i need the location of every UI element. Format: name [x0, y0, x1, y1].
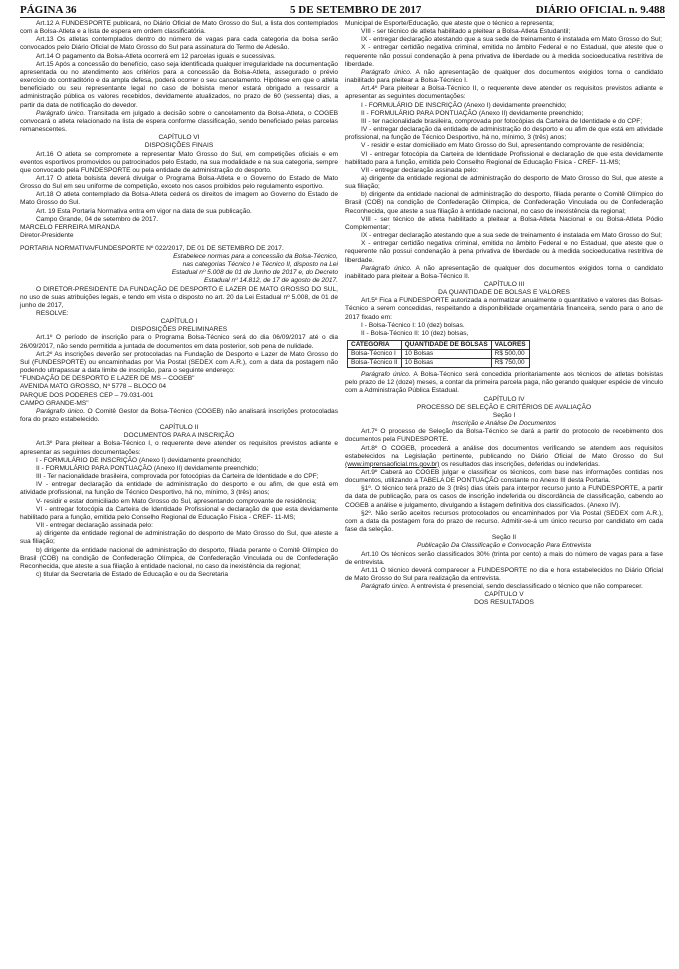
scholarship-table [347, 340, 530, 368]
ementa-summary: Estabelece normas para a concessão da Bolsa-Técnico, nas categorias Técnico I e Técnico II, disposto na Lei Estadual nº 5.008 de 01 de Junho de 2017 e, do Decreto Estadual nº 14.812, de 17 de agosto de 2017. [171, 252, 338, 285]
table-header-cell: CATEGORIA [348, 341, 402, 350]
paragraph: V- residir e estar domiciliado em Mato Grosso do Sul, apresentando comprovante de residência; [36, 497, 317, 505]
section-heading: CAPÍTULO III [483, 281, 525, 288]
paragraph: O DIRETOR-PRESIDENTE DA FUNDAÇÃO DE DESPORTO E LAZER DE MATO GROSSO DO SUL, no uso de suas atribuições legais, e tendo em vista o disposto no art. 20 da Lei Estadual nº 5.008, de 01 de junho de 2017, [20, 285, 338, 309]
paragraph: III - Ter nacionalidade brasileira, comprovada por fotocópias da Carteira de Identidade e do CPF; [36, 473, 319, 481]
signature-line: MARCELO FERREIRA MIRANDA [20, 223, 120, 231]
paragraph: I - FORMULÁRIO DE INSCRIÇÃO (Anexo I) devidamente preenchido; [36, 456, 242, 464]
section-heading: Seção I [492, 411, 516, 419]
paragraph: VI - entregar fotocópia da Carteira de Identidade Profissional e declaração de que esta devidamente habilitado para a função, emitida pelo Conselho Regional de Educação Física - CREF- 11-MS; [345, 150, 663, 166]
paragraph: Parágrafo único. A entrevista é presencial, sendo desclassificado o técnico que não comparecer. [361, 583, 643, 591]
paragraph: Campo Grande, 04 de setembro de 2017. [36, 215, 159, 223]
page-number: PÁGINA 36 [20, 4, 77, 16]
section-heading: CAPÍTULO V [484, 591, 524, 599]
paragraph: X - entregar certidão negativa criminal, emitida no âmbito Federal e no Estadual, que ateste que o requerente não possui condenação à pena privativa de liberdade ou à medida socioeducativa restritiva de liberdade. [345, 240, 663, 264]
section-heading: CAPÍTULO I [160, 318, 198, 326]
paragraph: VI - entregar fotocópia da Carteira de Identidade Profissional e declaração de que esta devidamente habilitado para a função, emitida pelo Conselho Regional de Educação Física - CREF- 11-MS; [20, 505, 338, 521]
paragraph: Art.7º O processo de Seleção da Bolsa-Técnico se dará a partir do protocolo de recebimento dos documentos pela FUNDESPORTE. [345, 428, 663, 444]
paragraph: Art.16 O atleta se compromete a representar Mato Grosso do Sul, em competições oficiais e em eventos esportivos promovidos ou patrocinados pelo Estado, na sua modalidade e na sua categoria, sempre que convocado pela FUNDESPORTE ou pela entidade de administração do desporto. [20, 150, 338, 174]
table-row [348, 350, 530, 359]
section-heading: CAPÍTULO II [159, 424, 199, 432]
paragraph: II - FORMULÁRIO PARA PONTUAÇÃO (Anexo II) devidamente preenchido; [36, 464, 259, 472]
paragraph: I - Bolsa-Técnico I: 10 (dez) bolsas. [361, 321, 465, 329]
paragraph: IV - entregar declaração da entidade de administração do desporto e ou afim de que está em atividade profissional, na função de Técnico Desportivo, há no, mínimo, 3 (três) anos; [345, 126, 663, 142]
section-heading: DOCUMENTOS PARA A INSCRIÇÃO [123, 432, 235, 440]
paragraph: I - FORMULÁRIO DE INSCRIÇÃO (Anexo I) devidamente preenchido; [361, 101, 567, 109]
paragraph: Art.18 O atleta contemplado da Bolsa-Atleta cederá os direitos de imagem ao Governo do Estado de Mato Grosso do Sul. [20, 191, 338, 207]
signature-line: Diretor-Presidente [20, 232, 74, 240]
table-header-cell: VALORES [491, 341, 529, 350]
paragraph: IX - entregar declaração atestando que a sua sede de treinamento é instalada em Mato Grosso do Sul; [361, 232, 662, 240]
paragraph: Art.15 Após a concessão do benefício, caso seja identificada qualquer irregularidade na documentação apresentada ou no atendimento aos critérios para a concessão da Bolsa-Atleta, assegurado o prévio exercício do contraditório e da ampla defesa, poderá ocorrer o seu cancelamento. Hipótese em que o atleta beneficiado ou seu representante legal no caso de bolsista menor estará obrigado a ressarcir a administração pública os valores recebidos, devidamente atualizados, no prazo de 60 (sessenta) dias, a partir da data de notificação do devedor. [20, 60, 338, 109]
paragraph: c) titular da Secretaria de Estado de Educação e ou da Secretaria [36, 570, 229, 578]
publication-date: 5 DE SETEMBRO DE 2017 [290, 4, 422, 16]
paragraph-lead: Parágrafo único. [361, 264, 412, 272]
table-cell: R$ 750,00 [491, 359, 529, 368]
page-header [20, 4, 665, 17]
section-heading: DA QUANTIDADE DE BOLSAS E VALORES [438, 289, 570, 297]
table-header-cell: QUANTIDADE DE BOLSAS [401, 341, 491, 350]
paragraph: b) dirigente da entidade nacional de administração do desporto, filiada perante o Comitê Olímpico do Brasil (COB) na condição de Confederação Olímpica, de Confederação Vinculada ou de Confederação Reconhecida, que ateste a sua filiação à entidade nacional, no caso de inexistência da regional; [345, 191, 663, 215]
paragraph: Art.13 Os atletas contemplados dentro do número de vagas para cada categoria da bolsa serão convocados pelo Diário Oficial de Mato Grosso do Sul para assinatura do Termo de Adesão. [20, 36, 338, 52]
paragraph: PORTARIA NORMATIVA/FUNDESPORTE Nº 022/2017, DE 01 DE SETEMBRO DE 2017. [20, 244, 284, 252]
address-line: "FUNDAÇÃO DE DESPORTO E LAZER DE MS – COGEB" [20, 375, 195, 383]
section-subheading: Inscrição e Análise De Documentos [451, 420, 557, 428]
paragraph: §1º. O técnico terá prazo de 3 (três) dias úteis para interpor recurso junto a FUNDESPORTE, a partir da data de publicação, para os casos de inscrição indeferida ou discordância de classificação, cabendo ao COGEB a análise e julgamento, divulgando a listagem definitiva dos classificados. (Anexo IV). [345, 485, 663, 509]
paragraph: Parágrafo único. O Comitê Gestor da Bolsa-Técnico (COGEB) não analisará inscrições protocoladas fora do prazo estabelecido. [20, 407, 338, 423]
paragraph: VIII - ser técnico de atleta habilitado a pleitear a Bolsa-Atleta Nacional e ou Bolsa-Atleta Pódio Complementar; [345, 215, 663, 231]
paragraph: IV - entregar declaração da entidade de administração do desporto e ou afim, de que está em atividade profissional, na função de Técnico Desportivo, há no, mínimo, 3 (três) anos; [20, 481, 338, 497]
paragraph: Art.17 O atleta bolsista deverá divulgar o Programa Bolsa-Atleta e o Governo do Estado de Mato Grosso do Sul em seu uniforme de competição, exceto nos casos proibidos pelo regulamento esportivo. [20, 174, 338, 191]
paragraph: Art.10 Os técnicos serão classificados 30% (trinta por cento) a mais do número de vagas para a fase de entrevista. [345, 550, 663, 566]
right-column [345, 20, 663, 608]
paragraph-lead: Parágrafo único. [36, 407, 86, 415]
paragraph: III - ter nacionalidade brasileira, comprovada por fotocópias da Carteira de Identidade e do CPF; [361, 117, 643, 125]
section-heading: CAPÍTULO VI [158, 134, 200, 142]
paragraph: II - Bolsa-Técnico II: 10 (dez) bolsas, [361, 329, 469, 337]
paragraph: Art.3º Para pleitear a Bolsa-Técnico I, o requerente deve atender os requisitos previstos adiante e apresentar as seguintes documentações: [20, 440, 338, 456]
paragraph: Parágrafo único. A não apresentação de qualquer dos documentos exigidos torna o candidato inabilitado para pleitear a Bolsa-Técnico I. [345, 68, 663, 85]
section-heading: DISPOSIÇÕES PRELIMINARES [130, 326, 228, 334]
paragraph-lead: Parágrafo único. [361, 68, 412, 76]
section-subheading: Publicação Da Classificação e Convocação Para Entrevista [416, 542, 592, 550]
paragraph-lead: Parágrafo único. [36, 109, 86, 117]
section-heading: DISPOSIÇÕES FINAIS [144, 142, 214, 150]
paragraph: Art.5º Fica a FUNDESPORTE autorizada a normatizar anualmente o quantitativo e valores das Bolsas-Técnico a serem concedidas, respeitando a disponibilidade orçamentária financeira, sendo para o ano de 2017 fixado em: [345, 297, 663, 321]
paragraph: Art.1º O período de inscrição para o Programa Bolsa-Técnico será do dia 06/09/2017 até o dia 26/09/2017, não sendo permitida a juntada de documentos em data posterior, sob pena de nulidade. [20, 334, 338, 350]
table-cell: 10 Bolsas [401, 350, 491, 359]
section-heading: Seção II [491, 534, 517, 542]
paragraph: a) dirigente da entidade regional de administração do desporto de Mato Grosso do Sul, que ateste a sua filiação; [345, 174, 663, 191]
paragraph: b) dirigente da entidade nacional de administração do desporto, filiada perante o Comitê Olímpico do Brasil (COB) na condição de Confederação Olímpica, de Confederação Vinculada ou de Confederação Reconhecida, que ateste a sua filiação à entidade nacional, no caso da inexistência da regional; [20, 546, 338, 570]
paragraph: V - residir e estar domiciliado em Mato Grosso do Sul, apresentando comprovante de residência; [361, 142, 644, 150]
paragraph: Art. 19 Esta Portaria Normativa entra em vigor na data de sua publicação. [36, 207, 252, 215]
paragraph: VII - entregar declaração assinada pelo: [361, 166, 478, 174]
paragraph: a) dirigente da entidade regional de administração do desporto de Mato Grosso do Sul, que ateste a sua filiação; [20, 530, 338, 546]
paragraph: Parágrafo único. A Bolsa-Técnico será concedida prioritariamente aos técnicos de atletas bolsistas pelo prazo de 12 (doze) meses, a contar da primeira parcela paga, não gerando qualquer espécie de vínculo com a Administração Pública Estadual. [345, 371, 663, 395]
paragraph: Art.11 O técnico deverá comparecer a FUNDESPORTE no dia e hora estabelecidos no Diário Oficial de Mato Grosso do Sul para realização da entrevista. [345, 566, 663, 582]
table-cell: 10 Bolsas [401, 359, 491, 368]
paragraph: Art.14 O pagamento da Bolsa-Atleta ocorrerá em 12 parcelas iguais e sucessivas. [36, 52, 276, 60]
paragraph: Art.2º As inscrições deverão ser protocoladas na Fundação de Desporto e Lazer de Mato Grosso do Sul (FUNDESPORTE) ou encaminhadas por Via Postal (SEDEX com A.R.), com a data da postagem não podendo ultrapassar a data limite de inscrição, para o seguinte endereço: [20, 350, 338, 375]
paragraph: II - FORMULÁRIO PARA PONTUAÇÃO (Anexo II) devidamente preenchido; [361, 109, 584, 117]
publication-link: (www.imprensaoficial.ms.gov.br) [345, 460, 440, 468]
section-heading: PROCESSO DE SELEÇÃO E CRITÉRIOS DE AVALIAÇÃO [416, 403, 592, 411]
paragraph: Art.4º Para pleitear a Bolsa-Técnico II, o requerente deve atender os requisitos previstos adiante e apresentar as seguintes documentações: [345, 85, 663, 101]
section-heading: CAPÍTULO IV [483, 395, 525, 403]
paragraph: Art.12 A FUNDESPORTE publicará, no Diário Oficial de Mato Grosso do Sul, a lista dos contemplados com a Bolsa-Atleta e a lista de espera em ordem classificatória. [20, 20, 338, 36]
paragraph: Parágrafo único. Transitada em julgado a decisão sobre o cancelamento da Bolsa-Atleta, o COGEB convocará o atleta relacionado na lista de espera conforme classificação, sendo beneficiado pelas parcelas remanescentes. [20, 109, 338, 134]
paragraph: IX - entregar declaração atestando que a sua sede de treinamento é instalada em Mato Grosso do Sul; [361, 36, 662, 44]
section-heading: DOS RESULTADOS [474, 599, 534, 607]
paragraph: RESOLVE: [36, 309, 69, 317]
left-column [20, 20, 338, 579]
paragraph: VII - entregar declaração assinada pelo: [36, 522, 153, 530]
paragraph-lead: Parágrafo único. [361, 583, 410, 591]
address-line: PARQUE DOS PODERES CEP – 79.031-001 [20, 391, 154, 399]
paragraph: Art.8º O COGEB, procederá a análise dos documentos verificando se atendem aos requisitos estabelecidos na Legislação pertinente, publicando no Diário Oficial de Mato Grosso do Sul (www.imprensaoficial.ms.gov.br) os resultados das inscrições, deferidas ou indeferidas. [345, 444, 663, 468]
table-cell: Bolsa-Técnico II [348, 359, 402, 368]
paragraph-lead: Parágrafo único. [361, 371, 411, 379]
table-row [348, 359, 530, 368]
paragraph: X - entregar certidão negativa criminal, emitida no âmbito Federal e no Estadual, que ateste que o requerente não possui condenação à pena privativa de liberdade ou à medida socioeducativa restritiva de liberdade. [345, 44, 663, 68]
address-line: CAMPO GRANDE-MS" [20, 399, 89, 407]
address-line: AVENIDA MATO GROSSO, Nº 5778 – BLOCO 04 [20, 383, 167, 391]
table-cell: Bolsa-Técnico I [348, 350, 402, 359]
table-cell: R$ 500,00 [491, 350, 529, 359]
journal-title: DIÁRIO OFICIAL n. 9.488 [535, 4, 665, 16]
paragraph: §2º. Não serão aceitos recursos protocolados ou encaminhados por Via Postal (SEDEX com A.R.), com a data da postagem fora do prazo de recurso. Admitir-se-á um único recurso por candidato em cada fase da seleção. [345, 509, 663, 534]
paragraph: VIII - ser técnico de atleta habilitado a pleitear a Bolsa-Atleta Estudantil; [361, 28, 571, 36]
paragraph: Art.9º Caberá ao COGEB julgar e classificar os técnicos, com base nas informações contidas nos documentos, utilizando a TABELA DE PONTUAÇÃO constante no Anexo III desta Portaria. [345, 468, 663, 485]
header-rule [20, 17, 665, 18]
paragraph: Municipal de Esporte/Educação, que ateste que o técnico a representa; [345, 20, 554, 27]
paragraph: Parágrafo único. A não apresentação de qualquer dos documentos exigidos torna o candidato inabilitado para pleitear a Bolsa-Técnico II. [345, 264, 663, 280]
